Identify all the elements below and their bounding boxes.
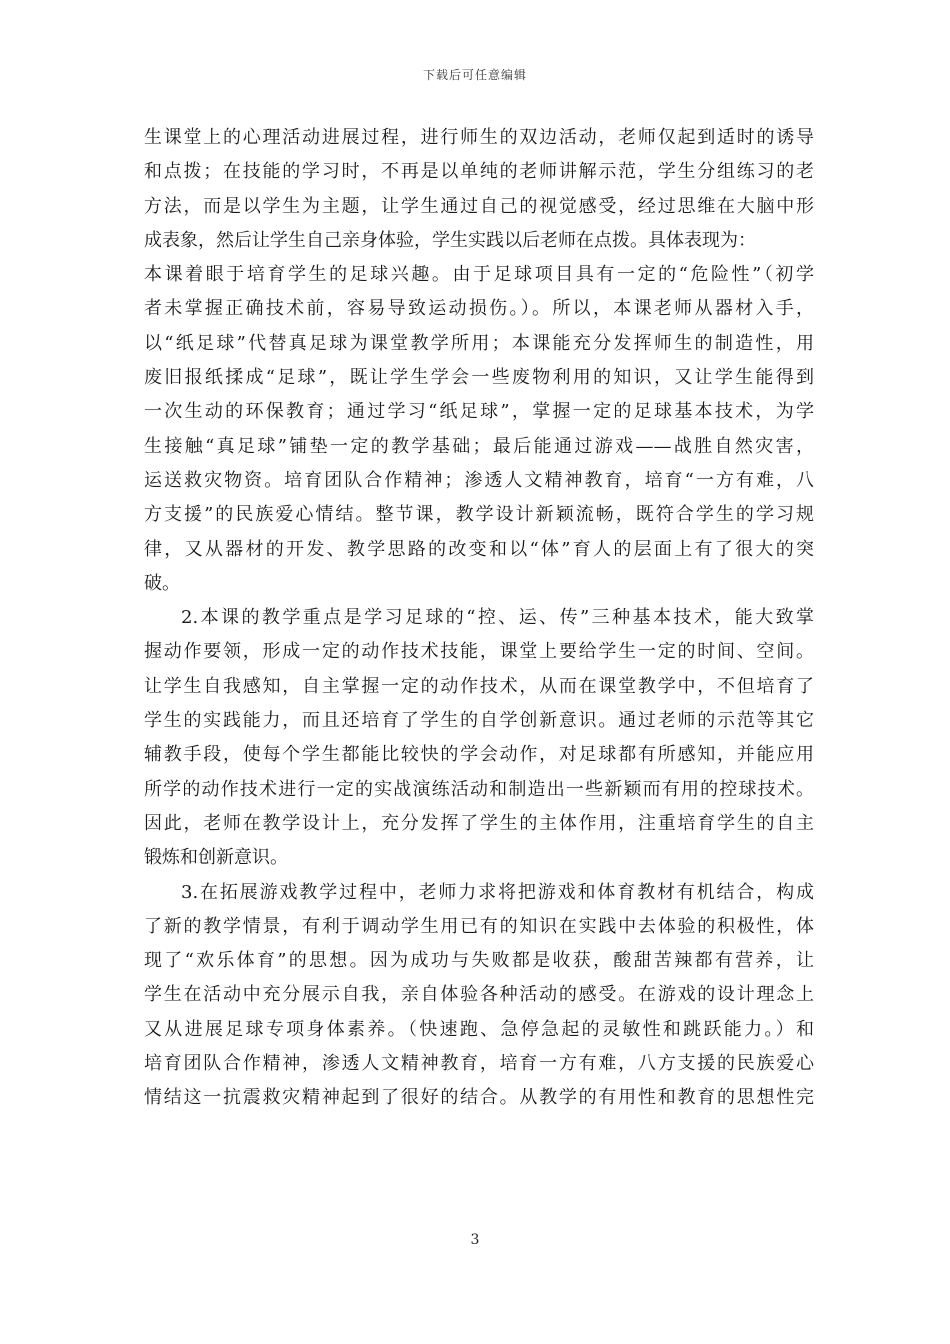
text-line: 本课着眼于培育学生的足球兴趣。由于足球项目具有一定的“危险性”（初学 <box>144 264 814 286</box>
text-line: 因此，老师在教学设计上，充分发挥了学生的主体作用，注重培育学生的自主 <box>144 812 814 834</box>
paragraph-point-3 <box>144 876 814 1116</box>
text-line: 成表象，然后让学生自己亲身体验，学生实践以后老师在点拨。具体表现为： <box>144 229 756 251</box>
text-line: 破。 <box>144 572 180 594</box>
text-line: 了新的教学情景，有利于调动学生用已有的知识在实践中去体验的积极性，体 <box>144 915 814 937</box>
text-line: 辅教手段，使每个学生都能比较快的学会动作，对足球都有所感知，并能应用 <box>144 744 814 766</box>
page-header: 下载后可任意编辑 <box>422 68 527 82</box>
text-line: 培育团队合作精神，渗透人文精神教育，培育一方有难，八方支援的民族爱心 <box>144 1053 814 1075</box>
text-line: 生课堂上的心理活动进展过程，进行师生的双边活动，老师仅起到适时的诱导 <box>144 127 814 148</box>
paragraph-intro <box>144 121 814 258</box>
paragraph-interest <box>144 258 814 601</box>
text-line: 学生的实践能力，而且还培育了学生的自学创新意识。通过老师的示范等其它 <box>144 710 814 732</box>
page-number: 3 <box>470 1232 480 1248</box>
paragraph-point-2 <box>144 601 814 875</box>
text-line: 废旧报纸揉成“足球”，既让学生学会一些废物利用的知识，又让学生能得到 <box>144 367 814 389</box>
text-line: 握动作要领，形成一定的动作技术技能，课堂上要给学生一定的时间、空间。 <box>144 641 814 663</box>
text-line: 现了“欢乐体育”的思想。因为成功与失败都是收获，酸甜苦辣都有营养，让 <box>144 950 814 972</box>
text-line: 锻炼和创新意识。 <box>144 847 288 869</box>
text-line: 者未掌握正确技术前，容易导致运动损伤。）。所以，本课老师从器材入手， <box>144 298 814 320</box>
text-line: 让学生自我感知，自主掌握一定的动作技术，从而在课堂教学中，不但培育了 <box>144 675 814 697</box>
text-line: 方法，而是以学生为主题，让学生通过自己的视觉感受，经过思维在大脑中形 <box>144 195 814 217</box>
document-body <box>144 121 814 1116</box>
text-line: 学生在活动中充分展示自我，亲自体验各种活动的感受。在游戏的设计理念上 <box>144 984 814 1006</box>
text-line: 生接触“真足球”铺垫一定的教学基础；最后能通过游戏——战胜自然灾害， <box>144 435 814 457</box>
text-line: 又从进展足球专项身体素养。（快速跑、急停急起的灵敏性和跳跃能力。）和 <box>144 1018 814 1040</box>
text-line: 情结这一抗震救灾精神起到了很好的结合。从教学的有用性和教育的思想性完 <box>144 1087 814 1109</box>
text-line: 2.本课的教学重点是学习足球的“控、运、传”三种基本技术，能大致掌 <box>181 607 814 629</box>
text-line: 所学的动作技术进行一定的实战演练活动和制造出一些新颖而有用的控球技术。 <box>144 778 814 800</box>
text-line: 方支援”的民族爱心情结。整节课，教学设计新颖流畅，既符合学生的学习规 <box>144 504 814 526</box>
text-line: 以“纸足球”代替真足球为课堂教学所用；本课能充分发挥师生的制造性，用 <box>144 332 814 354</box>
text-line: 一次生动的环保教育；通过学习“纸足球”，掌握一定的足球基本技术，为学 <box>144 401 814 423</box>
text-line: 律，又从器材的开发、教学思路的改变和以“体”育人的层面上有了很大的突 <box>144 538 814 560</box>
text-line: 3.在拓展游戏教学过程中，老师力求将把游戏和体育教材有机结合，构成 <box>181 881 814 903</box>
text-line: 和点拨；在技能的学习时，不再是以单纯的老师讲解示范，学生分组练习的老 <box>144 161 814 183</box>
text-line: 运送救灾物资。培育团队合作精神；渗透人文精神教育，培育“一方有难，八 <box>144 469 814 491</box>
